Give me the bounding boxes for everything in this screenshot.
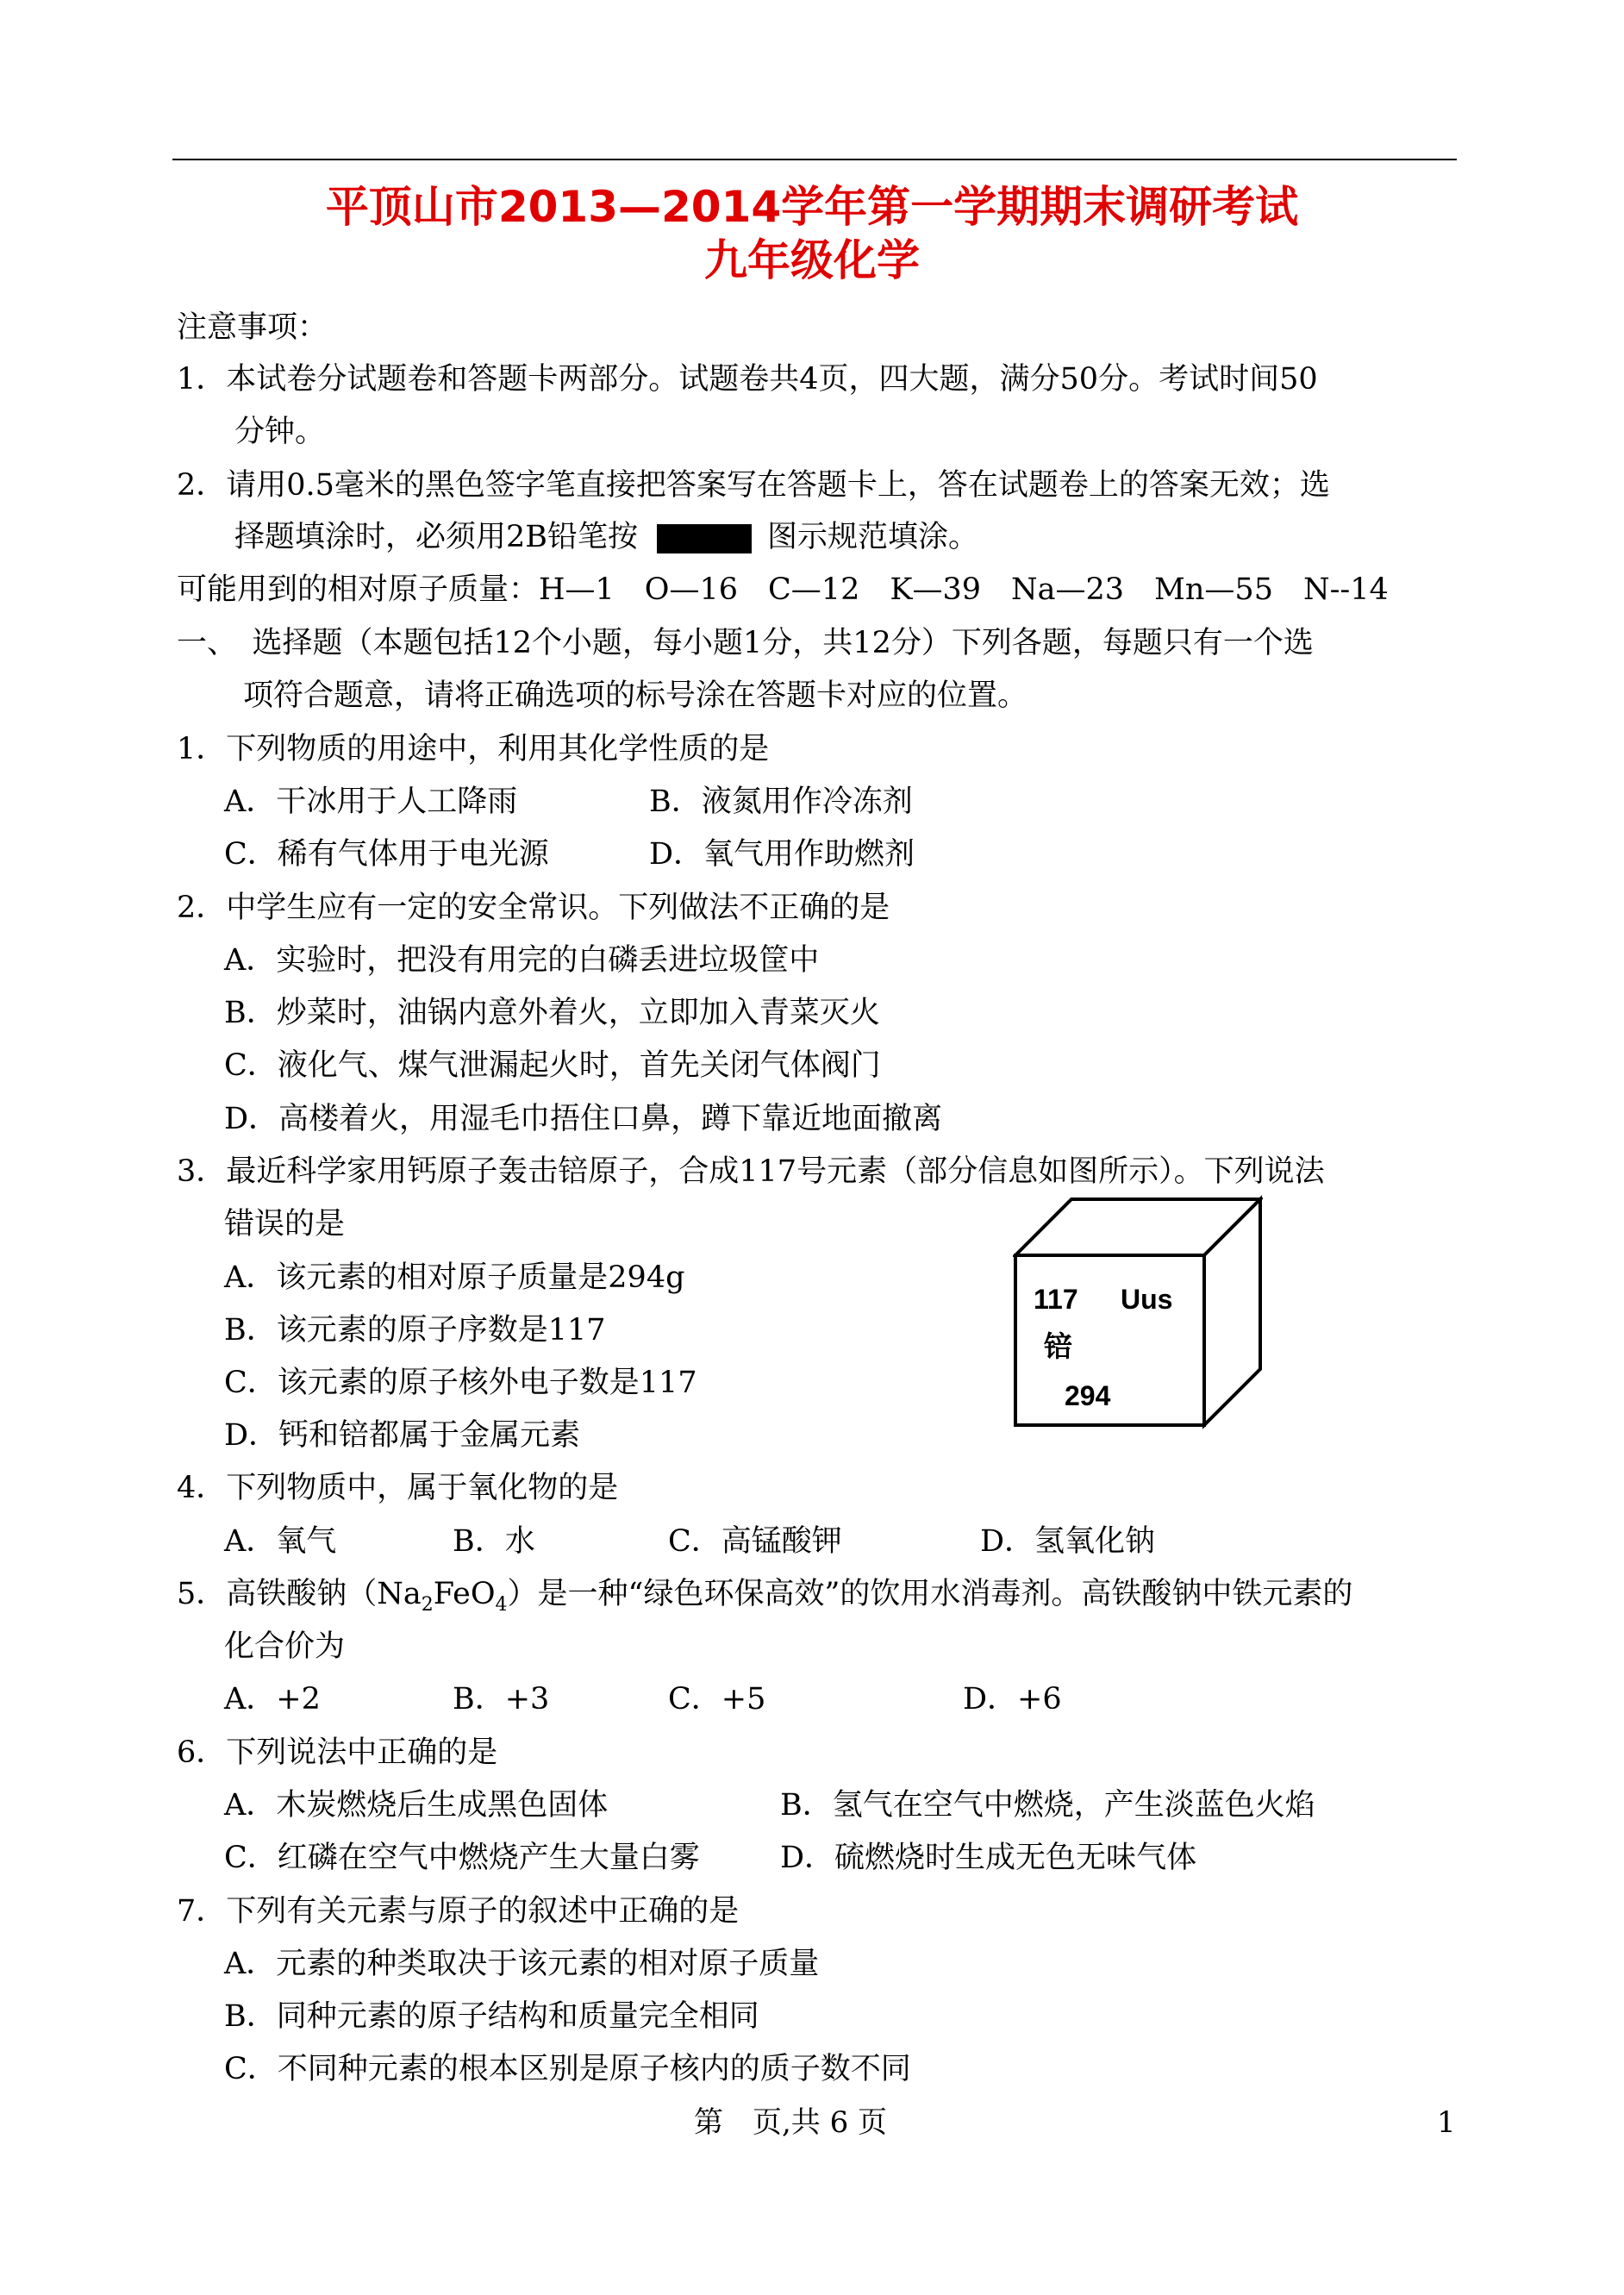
- element-name: 锫: [1044, 1329, 1072, 1363]
- question-2-option-d: D．高楼着火，用湿毛巾捂住口鼻，蹲下靠近地面撤离: [224, 1102, 943, 1136]
- question-6-stem: 6．下列说法中正确的是: [177, 1735, 498, 1770]
- exam-title: 平顶山市2013—2014学年第一学期期末调研考试: [325, 182, 1299, 232]
- question-2-stem: 2．中学生应有一定的安全常识。下列做法不正确的是: [177, 891, 890, 925]
- fill-sample-mark: [657, 524, 752, 553]
- question-3-stem: 3．最近科学家用钙原子轰击锫原子，合成117号元素（部分信息如图所示）。下列说法: [177, 1154, 1325, 1189]
- page-footer-text: 第 页,共 6 页: [694, 2105, 888, 2140]
- question-6-option-a: A．木炭燃烧后生成黑色固体: [224, 1788, 609, 1823]
- question-4-option-a: A．氧气: [224, 1524, 337, 1559]
- element-cube-figure: [1013, 1192, 1263, 1429]
- question-6-option-d: D．硫燃烧时生成无色无味气体: [780, 1841, 1197, 1875]
- question-1-option-b: B．液氮用作冷冻剂: [649, 785, 913, 819]
- note-2: 2．请用0.5毫米的黑色签字笔直接把答案写在答题卡上，答在试题卷上的答案无效；选: [177, 468, 1330, 503]
- element-symbol: Uus: [1121, 1284, 1173, 1315]
- question-1-option-c: C．稀有气体用于电光源: [224, 837, 549, 872]
- question-3-option-b: B．该元素的原子序数是117: [224, 1313, 606, 1348]
- question-6-option-b: B．氢气在空气中燃烧，产生淡蓝色火焰: [780, 1788, 1315, 1823]
- note-2-cont: 择题填涂时，必须用2B铅笔按 图示规范填涂。: [234, 520, 979, 554]
- question-1-stem: 1．下列物质的用途中，利用其化学性质的是: [177, 732, 770, 766]
- question-5-stem-cont: 化合价为: [224, 1629, 346, 1664]
- atomic-number: 117: [1034, 1284, 1078, 1315]
- question-3-option-c: C．该元素的原子核外电子数是117: [224, 1366, 697, 1400]
- question-7-option-c: C．不同种元素的根本区别是原子核内的质子数不同: [224, 2052, 911, 2086]
- question-4-option-c: C．高锰酸钾: [668, 1524, 842, 1559]
- note-1-cont: 分钟。: [234, 415, 326, 449]
- note-1: 1．本试卷分试题卷和答题卡两部分。试题卷共4页，四大题，满分50分。考试时间50: [177, 362, 1318, 397]
- question-7-option-b: B．同种元素的原子结构和质量完全相同: [224, 1999, 759, 2034]
- question-4-option-b: B．水: [453, 1524, 535, 1559]
- question-5-stem: 5．高铁酸钠$(Na_2FeO_4)$是一种“绿色环保高效”的饮用水消毒剂。高铁酸钠中铁元素的: [177, 1577, 1353, 1616]
- question-2-option-c: C．液化气、煤气泄漏起火时，首先关闭气体阀门: [224, 1048, 881, 1083]
- section-heading-cont: 项符合题意，请将正确选项的标号涂在答题卡对应的位置。: [243, 678, 1028, 713]
- question-1-option-d: D．氧气用作助燃剂: [649, 837, 915, 872]
- question-5-option-a: A．+2: [224, 1682, 321, 1717]
- question-3-option-d: D．钙和锫都属于金属元素: [224, 1418, 581, 1453]
- question-7-option-a: A．元素的种类取决于该元素的相对原子质量: [224, 1947, 820, 1981]
- question-3-option-a: A．该元素的相对原子质量是294g: [224, 1260, 685, 1295]
- question-5-option-b: B．+3: [453, 1682, 550, 1717]
- question-6-option-c: C．红磷在空气中燃烧产生大量白雾: [224, 1841, 700, 1875]
- notes-heading: 注意事项：: [177, 310, 328, 345]
- question-4-stem: 4．下列物质中，属于氧化物的是: [177, 1471, 619, 1505]
- question-4-option-d: D．氢氧化钠: [980, 1524, 1156, 1559]
- question-5-option-c: C．+5: [668, 1682, 766, 1717]
- section-heading: 一、 选择题（本题包括12个小题，每小题1分，共12分）下列各题，每题只有一个选: [177, 626, 1314, 660]
- header-rule: [172, 159, 1457, 160]
- exam-subject: 九年级化学: [704, 235, 920, 285]
- page-number: 1: [1437, 2105, 1456, 2140]
- question-1-option-a: A．干冰用于人工降雨: [224, 785, 518, 819]
- question-2-option-a: A．实验时，把没有用完的白磷丢进垃圾筐中: [224, 943, 820, 978]
- atomic-mass: 294: [1065, 1380, 1111, 1411]
- question-3-stem-cont: 错误的是: [224, 1207, 346, 1241]
- atomic-masses: 可能用到的相对原子质量：H—1 O—16 C—12 K—39 Na—23 Mn—55 N--14: [177, 572, 1389, 607]
- question-7-stem: 7．下列有关元素与原子的叙述中正确的是: [177, 1894, 740, 1929]
- question-2-option-b: B．炒菜时，油锅内意外着火，立即加入青菜灭火: [224, 996, 880, 1030]
- question-5-option-d: D．+6: [963, 1682, 1062, 1717]
